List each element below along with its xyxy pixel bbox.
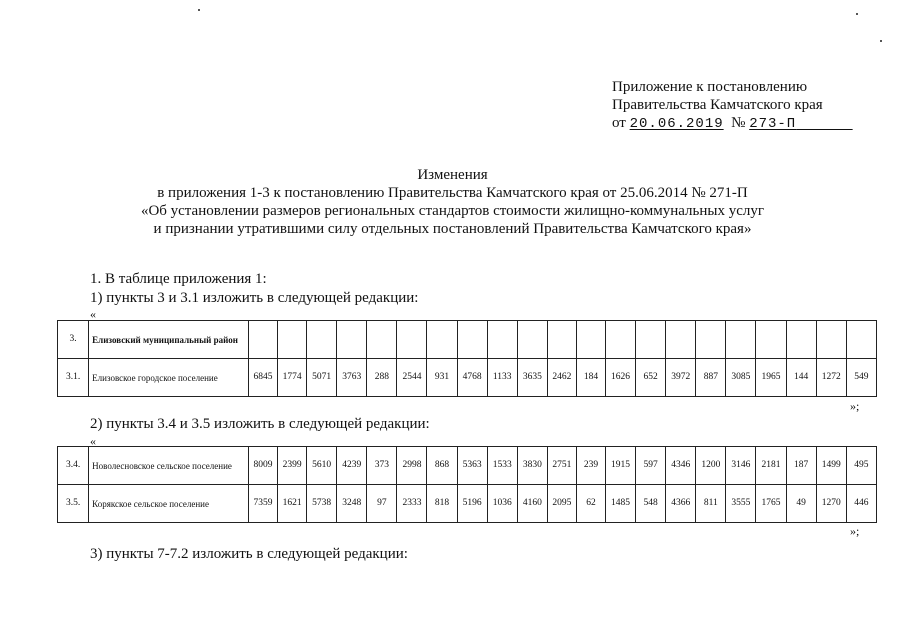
row-number: 3.4. — [58, 447, 89, 485]
value-cell: 239 — [576, 447, 605, 485]
value-cell: 887 — [696, 359, 726, 397]
value-cell — [427, 321, 457, 359]
title-line-4: и признании утратившими силу отдельных постановлений Правительства Камчатского края» — [153, 221, 752, 237]
row-number: 3. — [58, 321, 89, 359]
value-cell: 3830 — [517, 447, 547, 485]
value-cell: 1036 — [487, 485, 517, 523]
value-cell: 2095 — [547, 485, 576, 523]
value-cell — [846, 321, 876, 359]
header-line-2: Правительства Камчатского края — [612, 97, 823, 113]
value-cell: 2399 — [278, 447, 307, 485]
value-cell: 97 — [367, 485, 397, 523]
table-row — [58, 321, 877, 359]
value-cell — [786, 321, 816, 359]
value-cell: 1133 — [487, 359, 517, 397]
data-table-2 — [57, 446, 877, 523]
value-cell: 1965 — [756, 359, 786, 397]
value-cell: 818 — [427, 485, 457, 523]
value-cell — [726, 321, 756, 359]
value-cell — [278, 321, 307, 359]
data-table-1 — [57, 320, 877, 397]
value-cell: 1499 — [816, 447, 846, 485]
value-cell: 2462 — [547, 359, 576, 397]
value-cell: 3635 — [517, 359, 547, 397]
value-cell: 3085 — [726, 359, 756, 397]
value-cell: 3763 — [337, 359, 367, 397]
value-cell: 5071 — [307, 359, 337, 397]
municipality-name: Елизовское городское поселение — [89, 359, 249, 397]
value-cell: 549 — [846, 359, 876, 397]
value-cell: 49 — [786, 485, 816, 523]
document-header — [612, 78, 853, 133]
value-cell: 1915 — [605, 447, 635, 485]
value-cell: 4768 — [457, 359, 487, 397]
value-cell — [696, 321, 726, 359]
number-value: 273-П — [749, 116, 797, 132]
value-cell: 2544 — [397, 359, 427, 397]
scan-speck — [856, 13, 858, 15]
value-cell — [457, 321, 487, 359]
municipality-name: Новолесновское сельское поселение — [89, 447, 249, 485]
value-cell: 2751 — [547, 447, 576, 485]
value-cell: 373 — [367, 447, 397, 485]
value-cell: 597 — [636, 447, 666, 485]
value-cell: 1533 — [487, 447, 517, 485]
value-cell: 2333 — [397, 485, 427, 523]
value-cell: 1270 — [816, 485, 846, 523]
value-cell: 4346 — [666, 447, 696, 485]
value-cell: 811 — [696, 485, 726, 523]
close-quote-2: »; — [850, 524, 860, 538]
value-cell: 548 — [636, 485, 666, 523]
value-cell: 8009 — [248, 447, 277, 485]
close-quote-1: »; — [850, 399, 860, 413]
header-line-1: Приложение к постановлению — [612, 79, 808, 95]
subitem-3: 3) пункты 7-7.2 изложить в следующей редакции: — [90, 546, 408, 562]
value-cell: 187 — [786, 447, 816, 485]
value-cell: 5363 — [457, 447, 487, 485]
value-cell — [756, 321, 786, 359]
title-line-3: «Об установлении размеров региональных стандартов стоимости жилищно-коммунальных услуг — [140, 203, 765, 219]
subitem-1: 1) пункты 3 и 3.1 изложить в следующей редакции: — [90, 290, 419, 306]
title-line-1: Изменения — [417, 167, 488, 183]
item-1: 1. В таблице приложения 1: — [90, 271, 267, 287]
date-value: 20.06.2019 — [629, 116, 724, 132]
value-cell: 3146 — [726, 447, 756, 485]
table-row — [58, 359, 877, 397]
value-cell: 5196 — [457, 485, 487, 523]
value-cell: 2181 — [756, 447, 786, 485]
table-row — [58, 447, 877, 485]
value-cell — [367, 321, 397, 359]
value-cell — [666, 321, 696, 359]
value-cell: 1626 — [605, 359, 635, 397]
value-cell: 1774 — [278, 359, 307, 397]
title-line-2: в приложения 1-3 к постановлению Правительства Камчатского края от 25.06.2014 № 271-П — [157, 185, 748, 201]
value-cell: 1200 — [696, 447, 726, 485]
value-cell — [248, 321, 277, 359]
municipality-name: Корякское сельское поселение — [89, 485, 249, 523]
value-cell: 5738 — [307, 485, 337, 523]
value-cell — [397, 321, 427, 359]
value-cell: 3555 — [726, 485, 756, 523]
value-cell: 7359 — [248, 485, 277, 523]
value-cell: 3972 — [666, 359, 696, 397]
value-cell: 4239 — [337, 447, 367, 485]
value-cell: 2998 — [397, 447, 427, 485]
value-cell: 4160 — [517, 485, 547, 523]
value-cell — [547, 321, 576, 359]
value-cell: 4366 — [666, 485, 696, 523]
value-cell: 5610 — [307, 447, 337, 485]
table-row — [58, 485, 877, 523]
value-cell — [337, 321, 367, 359]
value-cell: 652 — [636, 359, 666, 397]
value-cell: 1485 — [605, 485, 635, 523]
value-cell: 288 — [367, 359, 397, 397]
value-cell: 1621 — [278, 485, 307, 523]
value-cell: 868 — [427, 447, 457, 485]
value-cell — [517, 321, 547, 359]
value-cell — [636, 321, 666, 359]
value-cell: 931 — [427, 359, 457, 397]
value-cell: 3248 — [337, 485, 367, 523]
value-cell: 144 — [786, 359, 816, 397]
value-cell: 495 — [846, 447, 876, 485]
value-cell: 184 — [576, 359, 605, 397]
value-cell — [816, 321, 846, 359]
value-cell — [307, 321, 337, 359]
row-number: 3.5. — [58, 485, 89, 523]
number-prefix: № — [731, 115, 746, 131]
value-cell — [487, 321, 517, 359]
date-prefix: от — [612, 115, 626, 131]
document-title — [0, 166, 905, 238]
value-cell — [605, 321, 635, 359]
municipality-name: Елизовский муниципальный район — [89, 321, 249, 359]
value-cell: 1765 — [756, 485, 786, 523]
header-date-line — [612, 114, 853, 133]
open-quote-2: « — [90, 434, 96, 448]
value-cell — [576, 321, 605, 359]
scan-speck — [880, 40, 882, 42]
row-number: 3.1. — [58, 359, 89, 397]
scan-speck — [198, 9, 200, 11]
value-cell: 6845 — [248, 359, 277, 397]
value-cell: 62 — [576, 485, 605, 523]
subitem-2: 2) пункты 3.4 и 3.5 изложить в следующей редакции: — [90, 416, 430, 432]
value-cell: 446 — [846, 485, 876, 523]
value-cell: 1272 — [816, 359, 846, 397]
open-quote-1: « — [90, 307, 96, 321]
